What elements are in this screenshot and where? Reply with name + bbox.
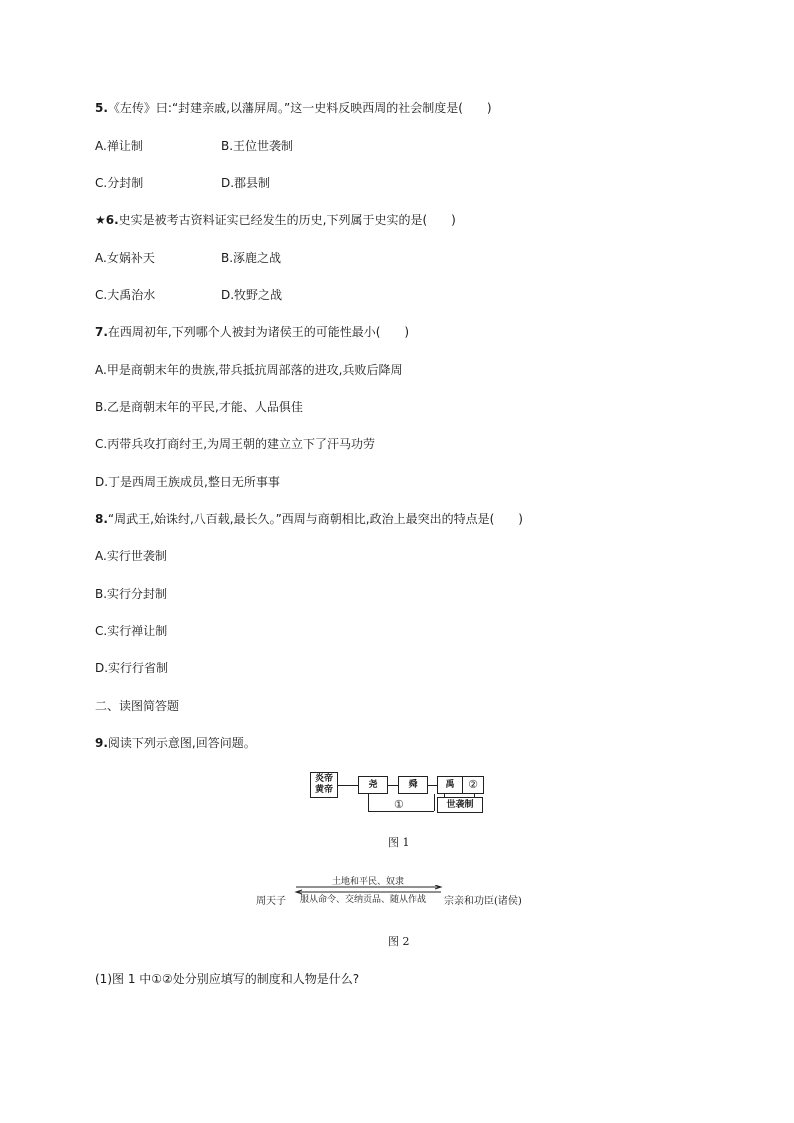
option-d: D.丁是西周王族成员,整日无所事事 bbox=[95, 475, 280, 489]
option-b: B.王位世袭制 bbox=[221, 139, 294, 153]
option-b: B.实行分封制 bbox=[95, 587, 168, 601]
question-7 bbox=[95, 324, 409, 340]
figure-2-caption: 图 2 bbox=[388, 935, 410, 948]
figure-1-caption: 图 1 bbox=[388, 836, 410, 849]
option-c: C.分封制 bbox=[95, 176, 144, 190]
question-9 bbox=[95, 735, 256, 751]
option-d: D.牧野之战 bbox=[221, 288, 283, 302]
king-of-zhou: 周天子 bbox=[256, 896, 286, 907]
bracket-right bbox=[434, 794, 435, 811]
connector bbox=[388, 785, 398, 786]
blank-1-mark: ① bbox=[394, 798, 404, 811]
box-shun: 舜 bbox=[398, 776, 428, 794]
box-label: 黄帝 bbox=[314, 785, 333, 795]
option-b: B.涿鹿之战 bbox=[221, 251, 282, 265]
box-label: 炎帝 bbox=[314, 774, 333, 784]
option-a: A.甲是商朝末年的贵族,带兵抵抗周部落的进攻,兵败后降周 bbox=[95, 363, 403, 377]
question-6 bbox=[95, 212, 456, 228]
option-b: B.乙是商朝末年的平民,才能、人品俱佳 bbox=[95, 400, 303, 414]
box-yu: 禹 bbox=[437, 776, 463, 794]
question-number: 5. bbox=[95, 101, 108, 115]
question-text: “周武王,始诛纣,八百载,最长久。”西周与商朝相比,政治上最突出的特点是( ) bbox=[107, 512, 523, 526]
option-c: C.大禹治水 bbox=[95, 288, 156, 302]
question-text: 史实是被考古资料证实已经发生的历史,下列属于史实的是( ) bbox=[118, 213, 456, 227]
question-5 bbox=[95, 100, 492, 116]
option-a: A.禅让制 bbox=[95, 139, 143, 153]
question-8 bbox=[95, 511, 523, 527]
option-a: A.女娲补天 bbox=[95, 251, 155, 265]
sub-question-9-1: (1)图 1 中①②处分别应填写的制度和人物是什么? bbox=[95, 972, 360, 986]
box-blank-2: ② bbox=[462, 776, 484, 794]
question-number: 7. bbox=[95, 325, 108, 339]
option-d: D.郡县制 bbox=[221, 176, 271, 190]
option-c: C.丙带兵攻打商纣王,为周王朝的建立立下了汗马功劳 bbox=[95, 437, 376, 451]
question-number: ★6. bbox=[95, 213, 119, 227]
connector bbox=[338, 785, 358, 786]
box-yandi-huangdi bbox=[310, 772, 338, 798]
question-number: 8. bbox=[95, 512, 108, 526]
question-number: 9. bbox=[95, 736, 108, 750]
box-hereditary-system: 世袭制 bbox=[437, 797, 483, 813]
connector bbox=[428, 785, 437, 786]
bracket-left bbox=[368, 794, 369, 811]
arrow-top-label: 土地和平民、奴隶 bbox=[332, 877, 405, 887]
section-heading: 二、读图简答题 bbox=[95, 699, 180, 713]
question-text: 在西周初年,下列哪个人被封为诸侯王的可能性最小( ) bbox=[107, 325, 410, 339]
box-yao: 尧 bbox=[358, 776, 388, 794]
question-text: 《左传》曰:“封建亲戚,以藩屏周。”这一史料反映西周的社会制度是( ) bbox=[107, 101, 492, 115]
option-d: D.实行行省制 bbox=[95, 661, 169, 675]
option-c: C.实行禅让制 bbox=[95, 624, 168, 638]
figure-1-diagram bbox=[310, 772, 486, 816]
bracket-bottom bbox=[368, 811, 434, 812]
option-a: A.实行世袭制 bbox=[95, 549, 167, 563]
vassals: 宗亲和功臣(诸侯) bbox=[444, 896, 522, 907]
arrow-bottom-label: 服从命令、交纳贡品、随从作战 bbox=[300, 895, 427, 905]
question-text: 阅读下列示意图,回答问题。 bbox=[107, 736, 256, 750]
figure-2-diagram bbox=[254, 872, 544, 906]
